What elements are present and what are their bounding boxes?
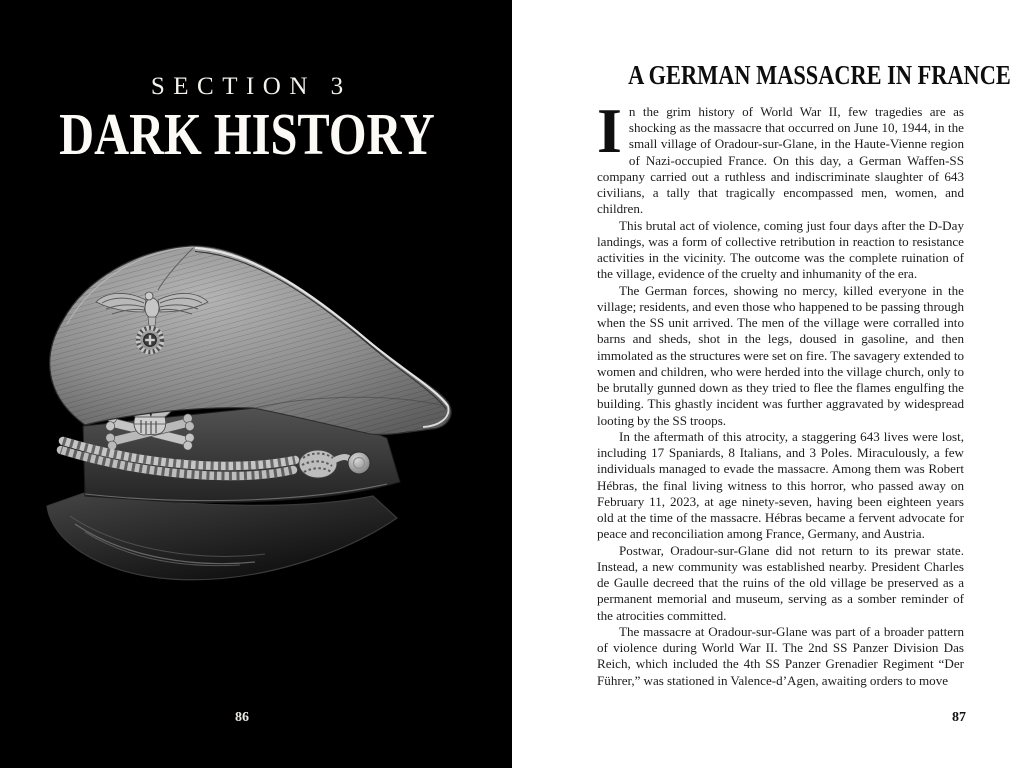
section-title-text: DARK HISTORY	[59, 101, 435, 168]
page-number: 87	[952, 710, 966, 725]
body-paragraph-5: Postwar, Oradour-sur-Glane did not return to its prewar state. Instead, a new community was established nearby. President Charles de Gaulle decreed that the ruins of the old village be preserved as a permanent memorial and museum, serving as a somber reminder of the atrocities committed.	[597, 542, 964, 623]
section-title-block	[0, 0, 494, 168]
drop-cap: I	[597, 94, 622, 166]
body-paragraph-2: This brutal act of violence, coming just four days after the D-Day landings, was a form of collective retribution in reaction to resistance activities in the vicinity. The outcome was the complete ruination of the village, evidence of the cruelty and inhumanity of the era.	[597, 217, 964, 282]
body-paragraph-1	[597, 94, 964, 218]
article-body	[597, 94, 964, 689]
article-heading-text: A GERMAN MASSACRE IN FRANCE	[628, 60, 1011, 91]
body-paragraph-6: The massacre at Oradour-sur-Glane was part of a broader pattern of violence during World War II. The 2nd SS Panzer Division Das Reich, which included the 4th SS Panzer Grenadier Regiment “Der Führer,” was stationed in Valence-d’Agen, awaiting orders to move	[597, 623, 964, 688]
body-paragraph-4: In the aftermath of this atrocity, a staggering 643 lives were lost, including 17 Spaniards, 8 Italians, and 3 Poles. Miraculously, a few individuals managed to evade the massacre. Among them was Robert Hébras, the final living witness to this horror, who passed away on February 11, 2023, at age ninety-seven, having been eighteen years old at the time of the massacre. Hébras became a fervent advocate for peace and reconciliation among France, Germany, and Austria.	[597, 428, 964, 542]
section-kicker: SECTION 3	[150, 73, 352, 100]
cap-visor	[47, 492, 397, 580]
cap-crown	[50, 246, 451, 435]
article-heading	[597, 60, 1011, 91]
right-page	[512, 0, 1024, 768]
section-title	[0, 101, 494, 168]
peaked-cap-illustration	[15, 236, 505, 586]
body-paragraph-3: The German forces, showing no mercy, killed everyone in the village; residents, and even those who happened to be passing through when the SS unit arrived. The men of the village were corralled into barns and sheds, shot in the legs, doused in gasoline, and then immolated as the structures were set on fire. The savagery extended to women and children, who were herded into the village church, only to be brutally gunned down as they tried to flee the flames engulfing the building. This ghastly incident was further aggravated by widespread looting by the SS troops.	[597, 282, 964, 428]
page-number: 86	[235, 710, 249, 725]
paragraph-text: n the grim history of World War II, few tragedies are as shocking as the massacre that occurred on June 10, 1944, in the small village of Oradour-sur-Glane, in the Haute-Vienne region of Nazi-occupied France. On this day, a German Waffen-SS company carried out a ruthless and indiscriminate slaughter of 643 civilians, a tally that tragically encompassed men, women, and children.	[597, 103, 964, 217]
cord-button	[348, 452, 370, 474]
